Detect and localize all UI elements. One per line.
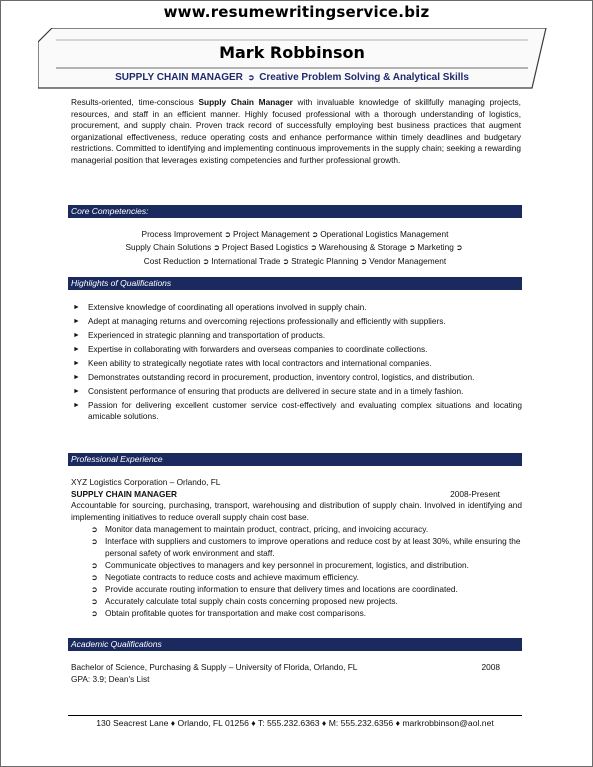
- circled-arrow-icon: ➲: [91, 584, 98, 594]
- summary-keyword: Supply Chain Manager: [198, 97, 293, 107]
- contact-footer[interactable]: 130 Seacrest Lane ♦ Orlando, FL 01256 ♦ T: 555.232.6363 ♦ M: 555.232.6356 ♦ markrobbinson@aol.net: [96, 718, 494, 728]
- summary-intro: Results-oriented, time-conscious: [71, 97, 199, 107]
- circled-arrow-icon: ➲: [91, 525, 98, 535]
- highlight-item: [72, 316, 522, 328]
- competency-item: Warehousing & Storage: [318, 242, 407, 253]
- duty-item: [71, 524, 522, 536]
- competency-item: Strategic Planning: [291, 255, 359, 266]
- headline-tagline: Creative Problem Solving & Analytical Skills: [259, 72, 469, 83]
- circled-arrow-icon: ➲: [360, 256, 368, 266]
- triangle-bullet-icon: ►: [73, 373, 80, 381]
- circled-arrow-icon: ➲: [311, 230, 319, 239]
- competency-item: Project Management: [232, 229, 310, 239]
- headline-title: SUPPLY CHAIN MANAGER: [115, 72, 243, 83]
- section-experience: Professional Experience: [68, 453, 522, 466]
- duty-item: [71, 560, 522, 572]
- competency-item: Cost Reduction: [143, 255, 201, 266]
- gpa: GPA: 3.9; Dean's List: [71, 673, 150, 684]
- highlight-item: [72, 386, 522, 398]
- duty-text: Communicate objectives to managers and key personnel in procurement, logistics, and distribution.: [105, 559, 469, 570]
- circled-arrow-icon: ➲: [224, 230, 231, 239]
- highlight-text: Keen ability to strategically negotiate rates with local contractors and international companies.: [88, 357, 432, 368]
- competency-item: Project Based Logistics: [221, 242, 309, 253]
- academic-block: [71, 662, 522, 685]
- circled-arrow-icon: ➲: [310, 243, 317, 253]
- circled-arrow-icon: ➲: [91, 572, 98, 582]
- competency-item: Supply Chain Solutions: [125, 242, 212, 253]
- degree: Bachelor of Science, Purchasing & Supply – University of Florida, Orlando, FL: [71, 662, 358, 672]
- circled-arrow-icon: ➲: [91, 560, 98, 570]
- highlight-text: Demonstrates outstanding record in procurement, production, inventory control, logistics, and distribution.: [88, 371, 475, 382]
- competency-item: Marketing: [417, 242, 454, 253]
- highlights-list: [72, 302, 522, 425]
- circled-arrow-icon: ➲: [408, 243, 416, 253]
- duty-text: Obtain profitable quotes for transportation and make cost comparisons.: [105, 607, 367, 618]
- section-academic: Academic Qualifications: [68, 638, 522, 651]
- duty-item: [71, 536, 522, 559]
- highlight-item: [72, 302, 522, 314]
- highlight-text: Extensive knowledge of coordinating all operations involved in supply chain.: [88, 302, 367, 312]
- highlight-text: Experienced in strategic planning and transportation of products.: [88, 329, 326, 340]
- duty-item: [71, 596, 522, 608]
- section-highlights: Highlights of Qualifications: [68, 277, 522, 290]
- profile-summary: [71, 97, 521, 167]
- competencies-list: [68, 228, 522, 268]
- job-dates: 2008-Present: [450, 488, 500, 499]
- circled-arrow-icon: ➲: [213, 243, 220, 253]
- highlight-text: Expertise in collaborating with forwarders and overseas companies to coordinate collections.: [88, 343, 428, 354]
- headline: [52, 72, 532, 83]
- duty-text: Accurately calculate total supply chain costs concerning proposed new projects.: [105, 595, 398, 606]
- highlight-item: [72, 330, 522, 342]
- experience-block: [71, 477, 522, 620]
- footer-divider: [68, 715, 522, 716]
- highlight-item: [72, 358, 522, 370]
- duty-text: Monitor data management to maintain product, contract, pricing, and invoicing accuracy.: [105, 524, 429, 535]
- duty-text: Negotiate contracts to reduce costs and achieve maximum efficiency.: [105, 571, 359, 582]
- duty-item: [71, 608, 522, 620]
- duty-item: [71, 572, 522, 584]
- competency-item: International Trade: [211, 255, 281, 266]
- competency-line: [68, 255, 522, 268]
- circled-arrow-icon: ➲: [91, 608, 98, 618]
- highlight-item: [72, 344, 522, 356]
- triangle-bullet-icon: ►: [73, 317, 80, 325]
- circled-arrow-icon: ➲: [91, 596, 98, 606]
- highlight-text: Consistent performance of ensuring that products are delivered in secure state and in a timely fashion.: [88, 385, 464, 396]
- job-title: SUPPLY CHAIN MANAGER: [71, 488, 178, 499]
- duty-item: [71, 584, 522, 596]
- circled-arrow-icon: ➲: [202, 256, 210, 266]
- highlight-item: [72, 400, 522, 423]
- highlight-text: Adept at managing returns and overcoming rejections professionally and efficiently with suppliers.: [88, 315, 446, 326]
- duties-list: [71, 524, 522, 619]
- site-url[interactable]: www.resumewritingservice.biz: [163, 3, 430, 21]
- circled-arrow-icon: ➲: [455, 243, 463, 253]
- highlight-text: Passion for delivering excellent customer service cost-effectively and evaluating complex situations and locating amicable solutions.: [88, 399, 522, 422]
- circled-arrow-icon: ➲: [282, 256, 290, 266]
- highlight-item: [72, 372, 522, 384]
- competency-item: Process Improvement: [141, 229, 223, 239]
- triangle-bullet-icon: ►: [73, 331, 80, 339]
- summary-body: with invaluable knowledge of skillfully managing projects, resources, and staff in an efficient manner. Highly focused professional with a thorough understanding of logistics, procurement, and supply chain. Proven track record of successfully employing best business practices that augment organizational effectiveness, reduce operating costs and enhance performance within timely deadlines and budgetary restrictions. Committed to identifying and implementing continuous improvements in the supply chain; seeking a rewarding managerial position that leverages existing competencies and further professional growth.: [71, 97, 521, 165]
- duty-text: Interface with suppliers and customers to improve operations and reduce cost by at least 30%, while ensuring the personal safety of work environment and staff.: [105, 536, 521, 558]
- section-core-competencies: Core Competencies:: [68, 205, 522, 218]
- competency-line: [68, 228, 522, 241]
- degree-year: 2008: [481, 662, 500, 672]
- employer: XYZ Logistics Corporation – Orlando, FL: [71, 477, 221, 487]
- competency-item: Vendor Management: [369, 255, 447, 266]
- triangle-bullet-icon: ►: [73, 387, 80, 395]
- job-description: Accountable for sourcing, purchasing, transport, warehousing and distribution of supply chain. Involved in identifying and implementing initiatives to reduce overall supply chain cost base.: [71, 500, 522, 522]
- candidate-name: Mark Robbinson: [219, 43, 365, 62]
- circled-arrow-icon: ➲: [91, 537, 98, 547]
- triangle-bullet-icon: ►: [73, 345, 80, 353]
- triangle-bullet-icon: ►: [73, 304, 80, 311]
- competency-item: Operational Logistics Management: [320, 229, 449, 239]
- competency-line: [68, 241, 522, 254]
- triangle-bullet-icon: ►: [73, 401, 80, 409]
- duty-text: Provide accurate routing information to ensure that delivery times and locations are coordinated.: [105, 583, 458, 594]
- circled-arrow-icon: ➲: [247, 73, 255, 82]
- triangle-bullet-icon: ►: [73, 359, 80, 367]
